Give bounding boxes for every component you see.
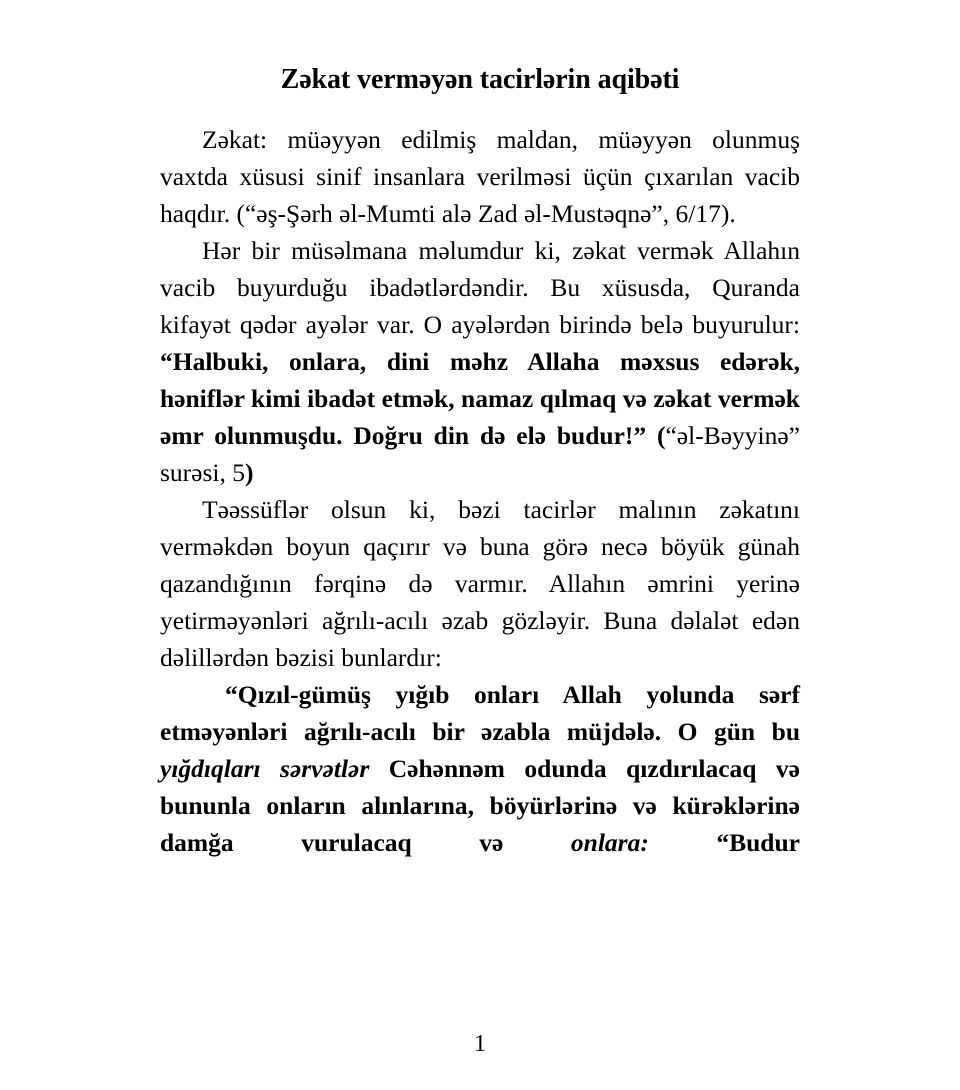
quran-quote-bayyina: “Halbuki, onlara, dini məhz Allaha məxsus edərək, həniflər kimi ibadət etmək, namaz qılmaq və zəkat vermək əmr olunmuşdu. Doğru din də elə budur!” xyxy=(160,347,800,450)
quran-tawba-segment-1: “Qızıl-gümüş yığıb onları Allah yolunda sərf etməyənləri ağrılı-acılı bir əzabla müjdələ. O gün bu xyxy=(160,680,800,746)
paragraph-quran-intro xyxy=(160,232,800,491)
paragraph-quran-tawba-quote xyxy=(160,676,800,898)
quran-tawba-segment-2: Cəhənnəm odunda qızdırılacaq və bununla onların alınlarına, böyürlərinə və kürəklərinə damğa vurulacaq və xyxy=(160,754,800,857)
quran-tawba-emphasis-to-them: onlara: xyxy=(570,828,649,857)
quran-reference-open-paren: ( xyxy=(646,421,666,450)
quran-tawba-segment-3: “Budur xyxy=(648,828,800,857)
paragraph-merchants-warning: Təəssüflər olsun ki, bəzi tacirlər malının zəkatını verməkdən boyun qaçırır və buna görə necə böyük günah qazandığının fərqinə də varmır. Allahın əmrini yerinə yetirməyənləri ağrılı-acılı əzab gözləyir. Buna dəlalət edən dəlillərdən bəzisi bunlardır: xyxy=(160,495,800,672)
page-number: 1 xyxy=(474,1031,486,1057)
text-column xyxy=(160,62,800,898)
paragraph-definition: Zəkat: müəyyən edilmiş maldan, müəyyən olunmuş vaxtda xüsusi sinif insanlara verilməsi üçün çıxarılan vacib haqdır. (“əş-Şərh əl-Mumti alə Zad əl-Mustəqnə”, 6/17). xyxy=(160,125,800,228)
page-title: Zəkat verməyən tacirlərin aqibəti xyxy=(280,64,680,95)
paragraph-quran-intro-lead: Hər bir müsəlmana məlumdur ki, zəkat vermək Allahın vacib buyurduğu ibadətlərdəndir. Bu xüsusda, Quranda kifayət qədər ayələr var. O ayələrdən birində belə buyurulur: xyxy=(160,236,800,339)
quran-tawba-emphasis-hoarded-wealth: yığdıqları sərvətlər xyxy=(160,754,370,783)
quran-reference-bayyina: “əl-Bəyyinə” surəsi, 5 xyxy=(160,421,800,487)
quran-reference-close-paren: ) xyxy=(245,458,254,487)
